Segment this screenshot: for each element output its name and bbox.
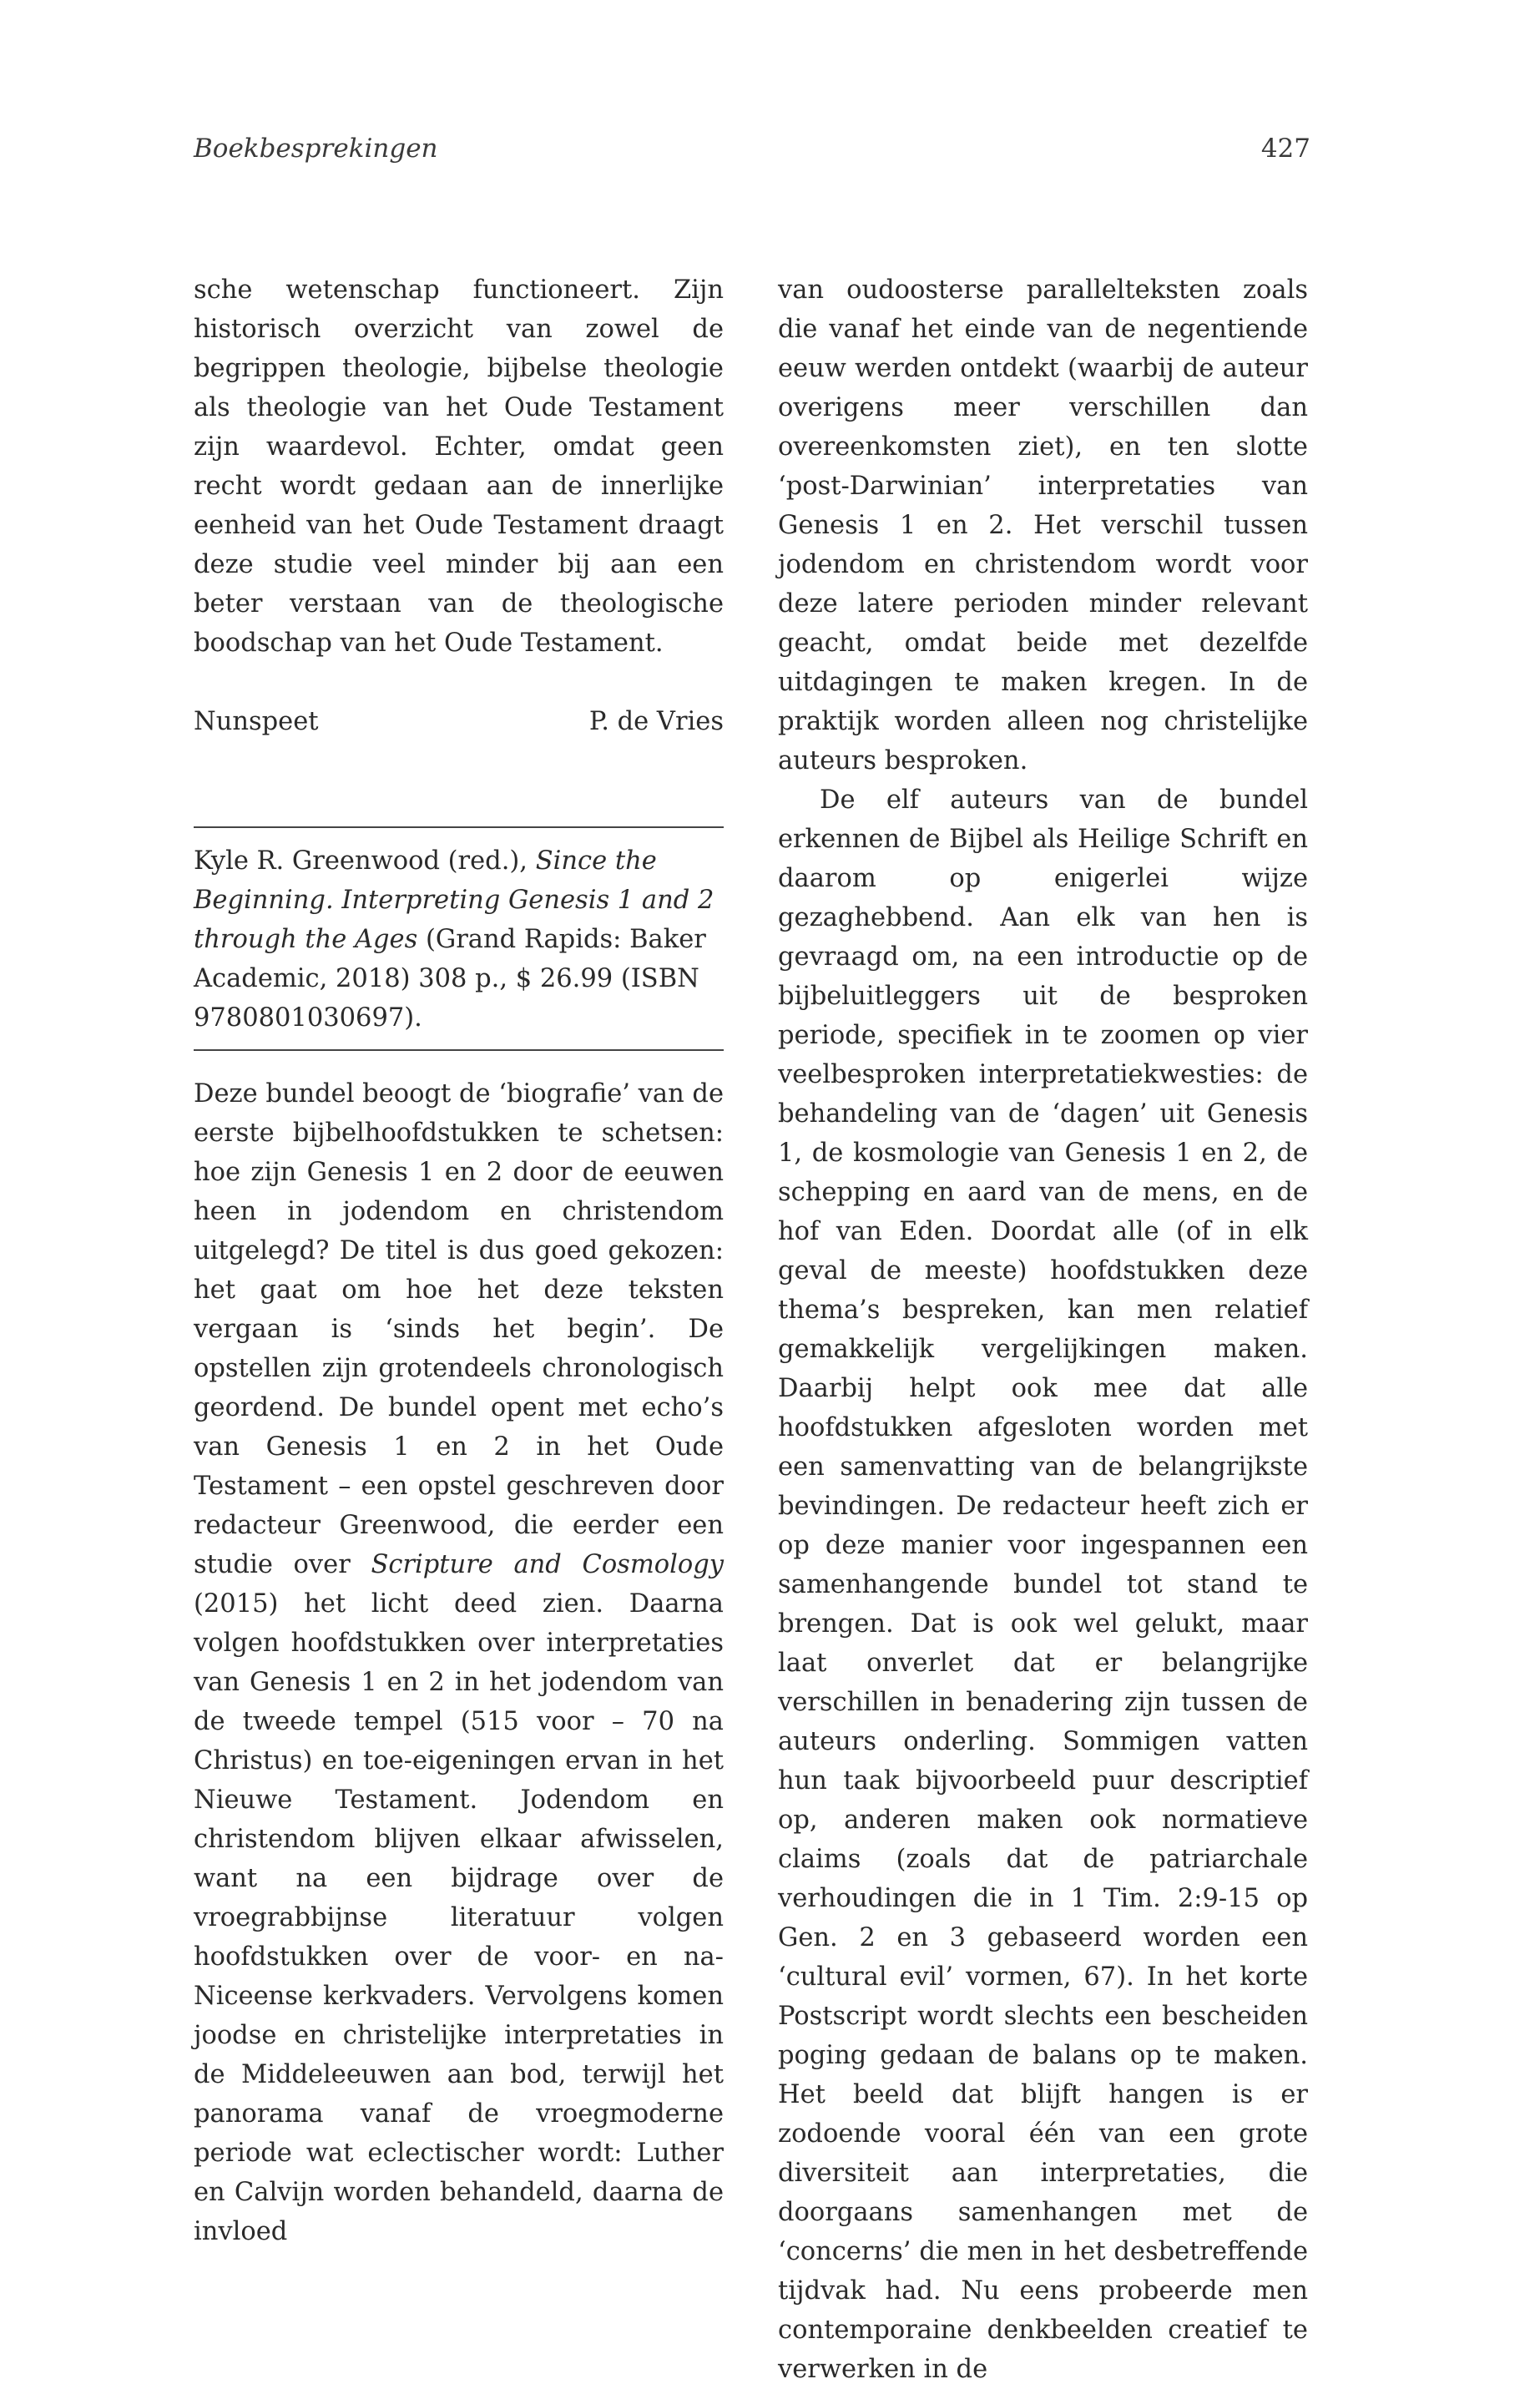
review-paragraph-1-continued: van oudoosterse parallelteksten zoals die vanaf het einde van de negentiende eeuw werden ontdekt (waarbij de auteur overigens meer verschillen dan overeenkomsten ziet), en ten slotte ‘post-Darwinian’ interpretaties van Genesis 1 en 2. Het verschil tussen jodendom en christendom wordt voor deze latere perioden minder relevant geacht, omdat beide met dezelfde uitdagingen te maken kregen. In de praktijk worden alleen nog christelijke auteurs besproken.	[778, 275, 1308, 775]
page-number: 427	[1260, 134, 1310, 164]
review-paragraph-1	[194, 1074, 724, 2251]
signature-name: P. de Vries	[588, 707, 724, 736]
right-column	[778, 270, 1308, 2389]
citation-details: (Grand Rapids: Baker Academic, 2018) 308 p., $ 26.99 (ISBN 9780801030697).	[194, 925, 706, 1033]
book-citation	[194, 828, 724, 1049]
running-head: Boekbesprekingen	[194, 134, 438, 164]
citation-title: Since the Beginning. Interpreting Genesis 1 and 2 through the Ages	[194, 846, 714, 954]
review-paragraph-1-italic: Scripture and Cosmology	[371, 1550, 724, 1579]
signature-place: Nunspeet	[194, 707, 319, 736]
review-closing-paragraph: sche wetenschap functioneert. Zijn historisch overzicht van zowel de begrippen theologie, bijbelse theologie als theologie van het Oude Testament zijn waardevol. Echter, omdat geen recht wordt gedaan aan de innerlijke eenheid van het Oude Testament draagt deze studie veel minder bij aan een beter verstaan van de theologische boodschap van het Oude Testament.	[194, 275, 724, 658]
citation-author: Kyle R. Greenwood (red.),	[194, 846, 536, 876]
review-paragraph-1-part-a: Deze bundel beoogt de ‘biografie’ van de eerste bijbelhoofdstukken te schetsen: hoe zijn Genesis 1 en 2 door de eeuwen heen in jodendom en christendom uitgelegd? De titel is dus goed gekozen: het gaat om hoe het deze teksten vergaan is ‘sinds het begin’. De opstellen zijn grotendeels chronologisch geordend. De bundel opent met echo’s van Genesis 1 en 2 in het Oude Testament – een opstel geschreven door redacteur Greenwood, die eerder een studie over	[194, 1079, 724, 1579]
review-signature	[194, 702, 724, 741]
left-column	[194, 270, 724, 2251]
review-paragraph-1-part-b: (2015) het licht deed zien. Daarna volgen hoofdstukken over interpretaties van Genesis 1 en 2 in het jodendom van de tweede tempel (515 voor – 70 na Christus) en toe-eigeningen ervan in het Nieuwe Testament. Jodendom en christendom blijven elkaar afwisselen, want na een bijdrage over de vroegrabbijnse literatuur volgen hoofdstukken over de voor- en na-Niceense kerkvaders. Vervolgens komen joodse en christelijke interpretaties in de Middeleeuwen aan bod, terwijl het panorama vanaf de vroegmoderne periode wat eclectischer wordt: Luther en Calvijn worden behandeld, daarna de invloed	[194, 1589, 724, 2246]
review-paragraph-2: De elf auteurs van de bundel erkennen de Bijbel als Heilige Schrift en daarom op enigerlei wijze gezaghebbend. Aan elk van hen is gevraagd om, na een introductie op de bijbeluitleggers uit de besproken periode, specifiek in te zoomen op vier veelbesproken interpretatiekwesties: de behandeling van de ‘dagen’ uit Genesis 1, de kosmologie van Genesis 1 en 2, de schepping en aard van de mens, en de hof van Eden. Doordat alle (of in elk geval de meeste) hoofdstukken deze thema’s bespreken, kan men relatief gemakkelijk vergelijkingen maken. Daarbij helpt ook mee dat alle hoofdstukken afgesloten worden met een samenvatting van de belangrijkste bevindingen. De redacteur heeft zich er op deze manier voor ingespannen een samenhangende bundel tot stand te brengen. Dat is ook wel gelukt, maar laat onverlet dat er belangrijke verschillen in benadering zijn tussen de auteurs onderling. Sommigen vatten hun taak bijvoorbeeld puur descriptief op, anderen maken ook normatieve claims (zoals dat de patriarchale verhoudingen die in 1 Tim. 2:9-15 op Gen. 2 en 3 gebaseerd worden een ‘cultural evil’ vormen, 67). In het korte Postscript wordt slechts een bescheiden poging gedaan de balans op te maken. Het beeld dat blijft hangen is er zodoende vooral één van een grote diversiteit aan interpretaties, die doorgaans samenhangen met de ‘concerns’ die men in het desbetreffende tijdvak had. Nu eens probeerde men contemporaine denkbeelden creatief te verwerken in de	[778, 785, 1308, 2384]
